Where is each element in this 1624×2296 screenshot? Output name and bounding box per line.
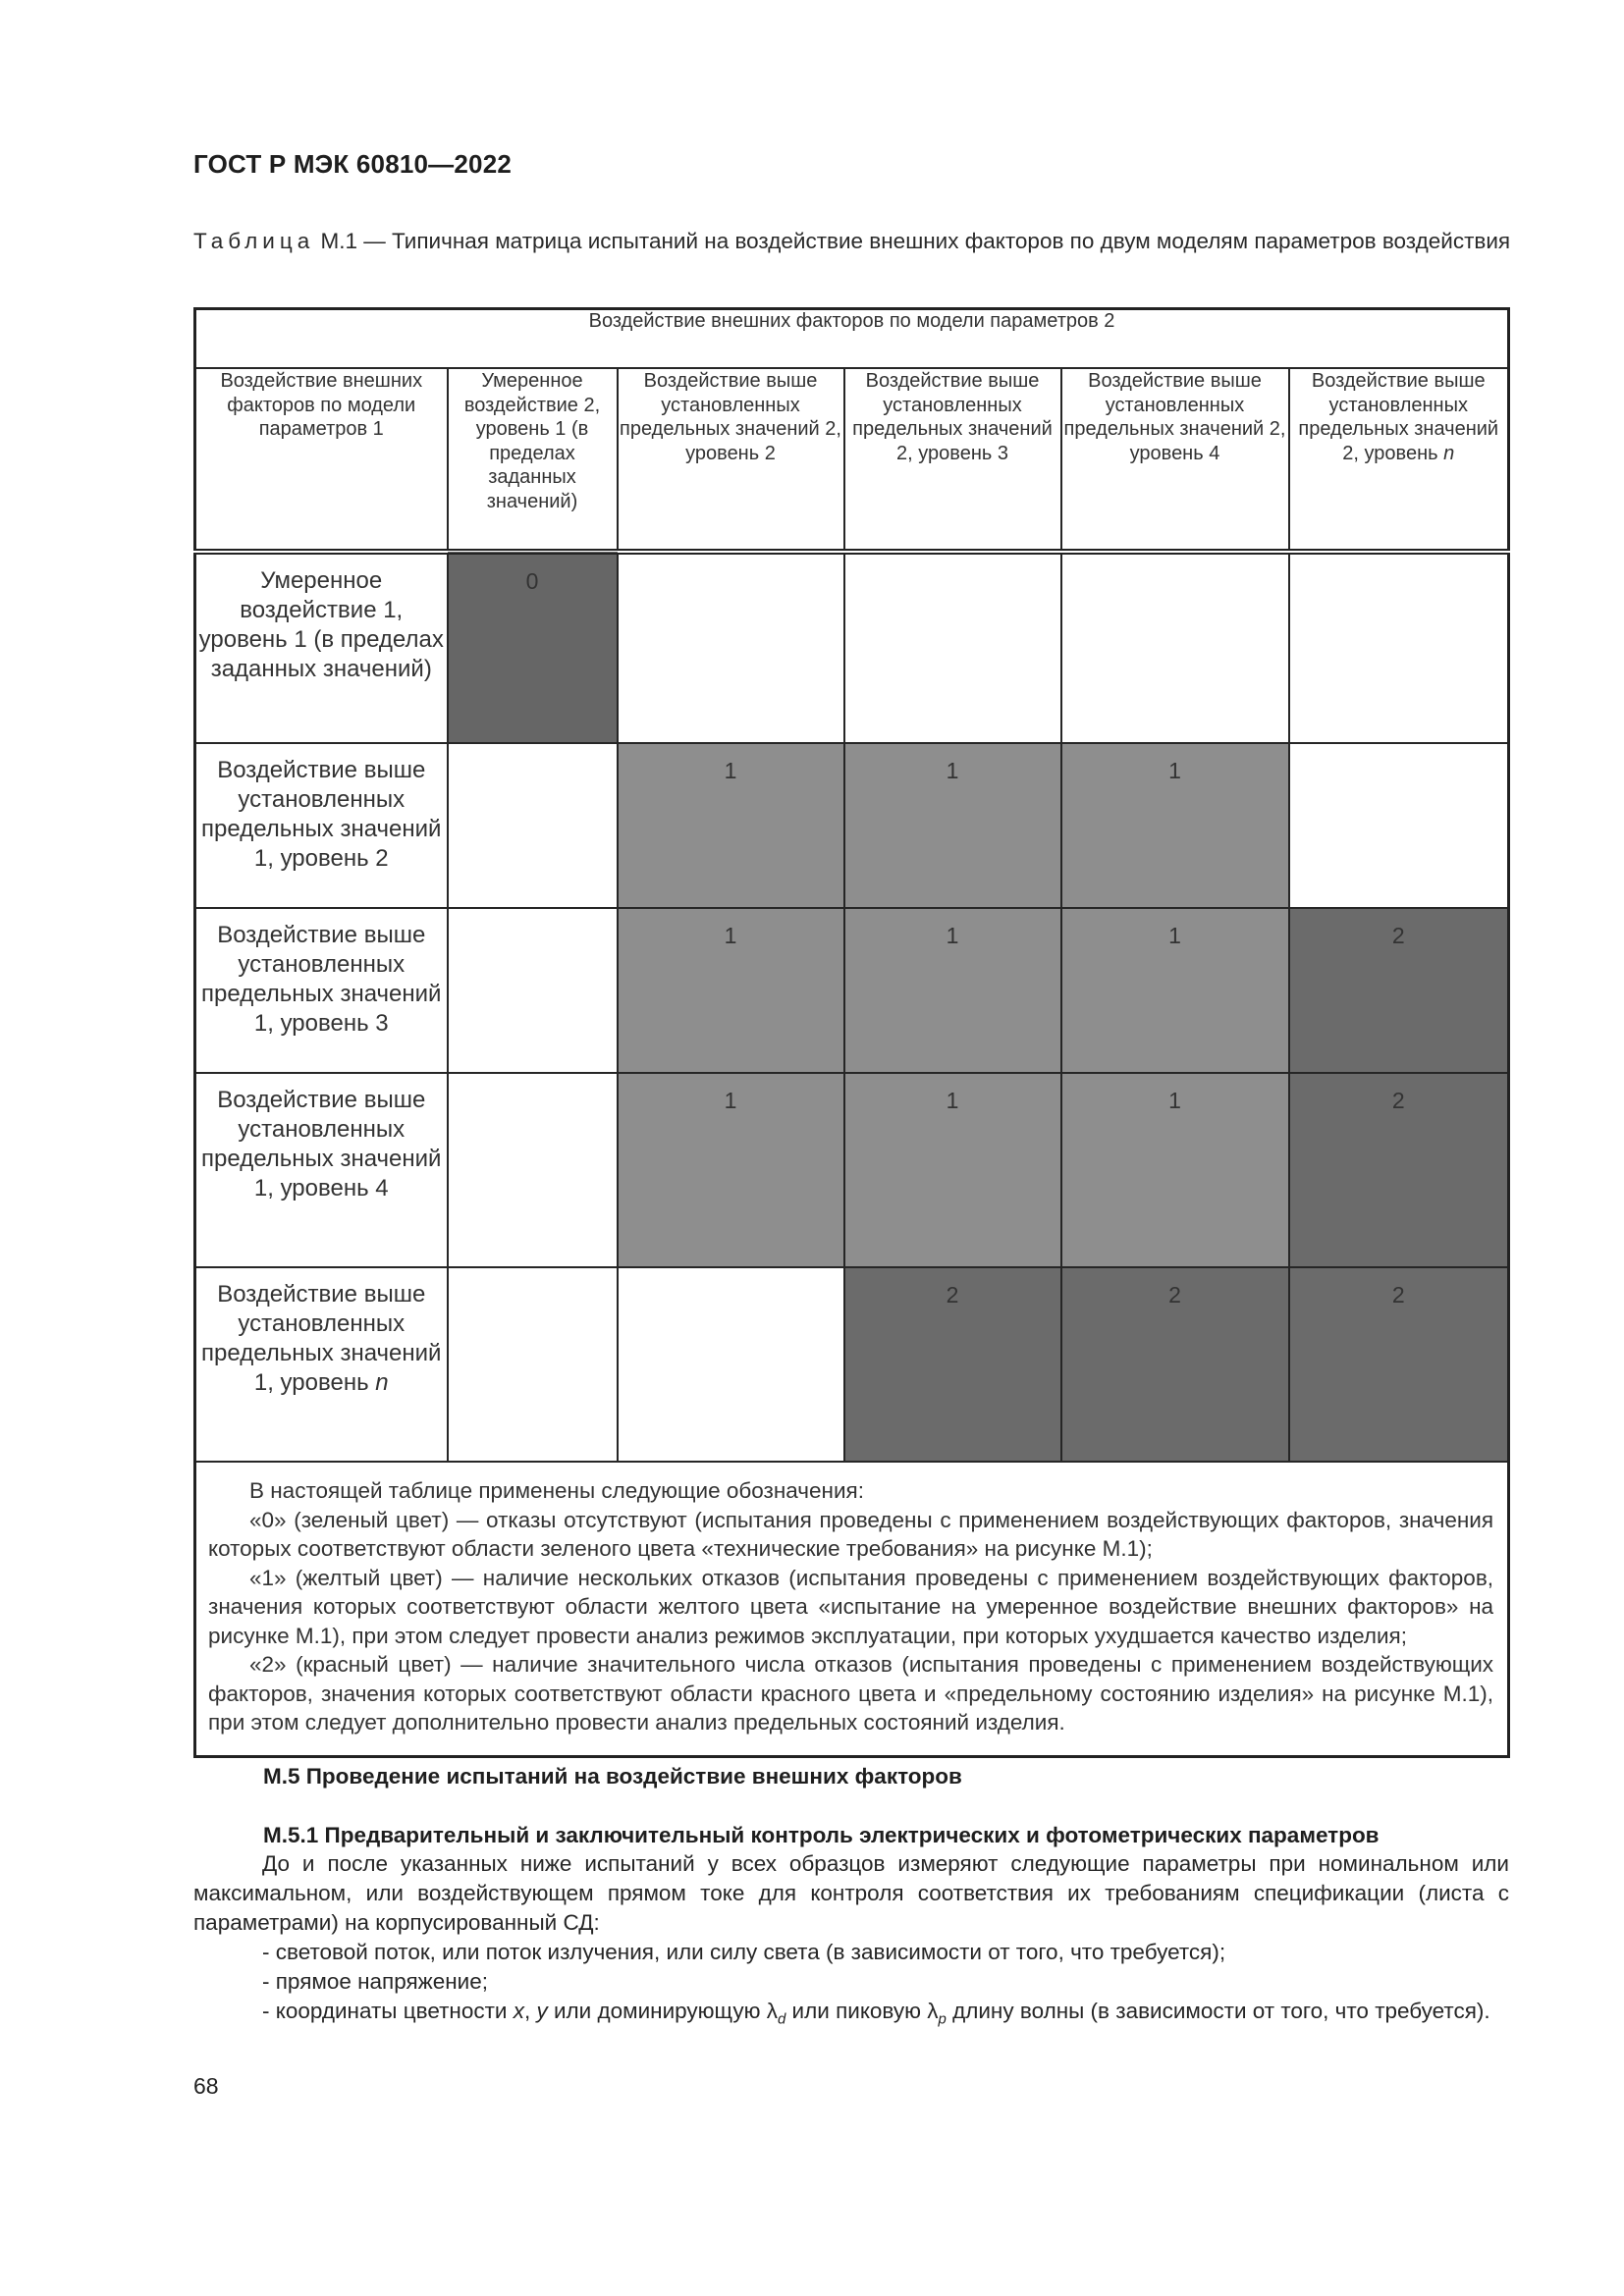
matrix-cell: 2 xyxy=(1289,1073,1509,1267)
matrix-cell: 1 xyxy=(1061,743,1289,908)
list-text: , xyxy=(523,1999,537,2023)
table-notes-row xyxy=(195,1462,1509,1756)
test-matrix-table xyxy=(193,307,1510,1758)
table-caption xyxy=(193,228,1514,254)
list-item: - прямое напряжение; xyxy=(262,1969,489,1994)
table-top-header-row xyxy=(195,309,1509,369)
note-line: «0» (зеленый цвет) — отказы отсутствуют (испытания проведены с применением воздействующих факторов, значения которых соответствуют области зеленого цвета «технические требования» на рисунке М.1); xyxy=(208,1507,1494,1561)
matrix-cell xyxy=(448,743,618,908)
table-row xyxy=(195,908,1509,1073)
row-header-var: n xyxy=(375,1369,389,1396)
row-header: Воздействие выше установленных предельных значений 1, уровень 3 xyxy=(195,908,448,1073)
matrix-cell xyxy=(844,552,1061,743)
matrix-cell xyxy=(1289,552,1509,743)
table-row xyxy=(195,1073,1509,1267)
table-row xyxy=(195,743,1509,908)
column-header: Воздействие выше установленных предельных значений 2, уровень 2 xyxy=(618,368,844,552)
matrix-cell: 1 xyxy=(618,1073,844,1267)
lambda-symbol: λ xyxy=(766,1999,778,2023)
table-row xyxy=(195,1267,1509,1462)
column-header-text: Воздействие выше установленных предельных значений 2, уровень xyxy=(1298,370,1499,464)
matrix-cell: 1 xyxy=(844,743,1061,908)
section-m5-heading: М.5 Проведение испытаний на воздействие внешних факторов xyxy=(263,1764,962,1789)
matrix-cell: 2 xyxy=(844,1267,1061,1462)
row-header: Умеренное воздействие 1, уровень 1 (в пределах заданных значений) xyxy=(195,552,448,743)
list-text: или доминирующую xyxy=(547,1999,767,2023)
matrix-cell: 1 xyxy=(618,743,844,908)
matrix-cell xyxy=(618,552,844,743)
matrix-cell xyxy=(448,1073,618,1267)
table-notes xyxy=(195,1462,1509,1756)
section-m51-heading: М.5.1 Предварительный и заключительный контроль электрических и фотометрических параметров xyxy=(263,1823,1380,1847)
caption-label: Таблица xyxy=(193,229,315,253)
column-header: Воздействие выше установленных предельных значений 2, уровень 3 xyxy=(844,368,1061,552)
matrix-cell: 2 xyxy=(1061,1267,1289,1462)
model-2-header: Воздействие внешних факторов по модели параметров 2 xyxy=(195,309,1509,369)
var-y: y xyxy=(536,1999,548,2023)
column-header xyxy=(1289,368,1509,552)
matrix-cell: 0 xyxy=(448,552,618,743)
caption-text: Типичная матрица испытаний на воздействие внешних факторов по двум моделям параметров воздействия xyxy=(392,229,1511,253)
subscript-p: p xyxy=(938,2010,947,2028)
list-item xyxy=(193,1997,1509,2035)
matrix-cell: 1 xyxy=(844,908,1061,1073)
page-number: 68 xyxy=(193,2073,219,2099)
table-row xyxy=(195,552,1509,743)
row-header-text: Воздействие выше установленных предельных значений 1, уровень xyxy=(201,1281,442,1396)
document-header: ГОСТ Р МЭК 60810—2022 xyxy=(193,149,513,179)
body-paragraph: До и после указанных ниже испытаний у всех образцов измеряют следующие параметры при номинальном или максимальном, или воздействующем прямом токе для контроля соответствия их требованиям спецификации (листа с параметрами) на корпусированный СД: xyxy=(193,1851,1509,1935)
note-line: «1» (желтый цвет) — наличие нескольких отказов (испытания проведены с применением воздействующих факторов, значения которых соответствуют области желтого цвета «испытание на умеренное воздействие внешних факторов» на рисунке М.1), при этом следует провести анализ режимов эксплуатации, при которых ухудшается качество изделия; xyxy=(208,1565,1494,1648)
list-text: - координаты цветности xyxy=(262,1999,514,2023)
note-line: «2» (красный цвет) — наличие значительного числа отказов (испытания проведены с применением воздействующих факторов, значения которых соответствуют области красного цвета и «предельному состоянию изделия» на рисунке М.1), при этом следует дополнительно провести анализ предельных состояний изделия. xyxy=(208,1652,1494,1735)
subscript-d: d xyxy=(777,2010,786,2028)
column-header-var: n xyxy=(1443,442,1455,464)
matrix-cell xyxy=(448,1267,618,1462)
list-item: - световой поток, или поток излучения, или силу света (в зависимости от того, что требуется); xyxy=(262,1940,1226,1964)
table-column-header-row xyxy=(195,368,1509,552)
matrix-cell xyxy=(1289,743,1509,908)
section-m51-body xyxy=(193,1849,1509,2035)
column-header: Умеренное воздействие 2, уровень 1 (в пределах заданных значений) xyxy=(448,368,618,552)
matrix-cell: 1 xyxy=(1061,1073,1289,1267)
row-header xyxy=(195,1267,448,1462)
matrix-cell: 2 xyxy=(1289,1267,1509,1462)
matrix-cell: 2 xyxy=(1289,908,1509,1073)
corner-header: Воздействие внешних факторов по модели параметров 1 xyxy=(195,368,448,552)
matrix-cell xyxy=(1061,552,1289,743)
note-line: В настоящей таблице применены следующие обозначения: xyxy=(249,1478,864,1503)
row-header: Воздействие выше установленных предельных значений 1, уровень 4 xyxy=(195,1073,448,1267)
matrix-cell: 1 xyxy=(844,1073,1061,1267)
caption-number: М.1 — xyxy=(320,229,386,253)
lambda-symbol: λ xyxy=(927,1999,939,2023)
list-text: или пиковую xyxy=(785,1999,928,2023)
var-x: x xyxy=(513,1999,524,2023)
matrix-cell xyxy=(448,908,618,1073)
matrix-cell: 1 xyxy=(1061,908,1289,1073)
matrix-cell: 1 xyxy=(618,908,844,1073)
row-header: Воздействие выше установленных предельных значений 1, уровень 2 xyxy=(195,743,448,908)
list-text: длину волны (в зависимости от того, что требуется). xyxy=(946,1999,1490,2023)
matrix-cell xyxy=(618,1267,844,1462)
column-header: Воздействие выше установленных предельных значений 2, уровень 4 xyxy=(1061,368,1289,552)
